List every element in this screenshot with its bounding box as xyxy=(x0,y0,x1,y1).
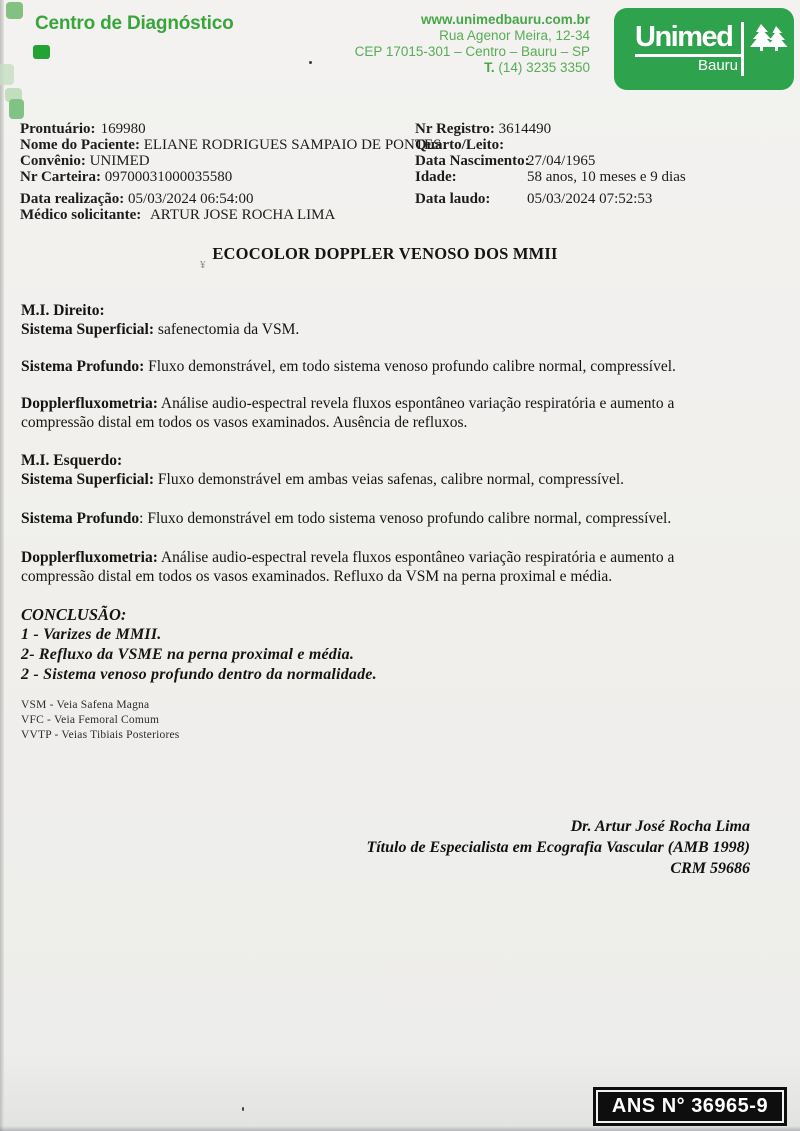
patient-field-realizacao xyxy=(20,191,410,207)
paragraph-superficial-esquerdo xyxy=(21,470,739,489)
abbreviation-vfc: VFC - Veia Femoral Comum xyxy=(21,714,160,726)
patient-field-nascimento xyxy=(415,153,780,169)
scan-artifact-mark: ¥ xyxy=(200,259,206,271)
field-label: Data Nascimento: xyxy=(415,153,530,169)
field-label: Nr Registro: xyxy=(415,121,495,137)
field-label: Quarto/Leito: xyxy=(415,137,505,153)
field-value: 05/03/2024 06:54:00 xyxy=(128,191,254,207)
field-value: 169980 xyxy=(100,121,146,137)
unimed-brand-text: Unimed xyxy=(635,21,733,53)
paragraph-text: safenectomia da VSM. xyxy=(154,321,300,338)
araucaria-pine-icon xyxy=(748,23,788,51)
phone-label: T. xyxy=(484,60,495,75)
report-body xyxy=(21,244,739,743)
paragraph-text: : Fluxo demonstrável em todo sistema venoso profundo calibre normal, compressível. xyxy=(139,510,672,527)
patient-field-carteira xyxy=(20,169,410,185)
report-title: ECOCOLOR DOPPLER VENOSO DOS MMII xyxy=(212,244,558,263)
field-value: ARTUR JOSE ROCHA LIMA xyxy=(149,207,336,223)
field-label: Idade: xyxy=(415,169,457,185)
patient-field-prontuario xyxy=(20,121,410,137)
field-value: 09700031000035580 xyxy=(104,169,233,185)
paragraph-label: Sistema Profundo xyxy=(21,510,140,527)
field-value: 3614490 xyxy=(498,121,552,137)
section-heading-mi-esquerdo: M.I. Esquerdo: xyxy=(21,452,123,469)
paragraph-label: Sistema Superficial: xyxy=(21,471,155,488)
patient-field-idade xyxy=(415,169,780,185)
green-square-decoration xyxy=(0,64,14,85)
paragraph-doppler-esquerdo xyxy=(21,548,739,586)
green-square-decoration xyxy=(6,2,23,19)
paragraph-label: Dopplerfluxometria: xyxy=(21,395,158,412)
conclusion-heading: CONCLUSÃO: xyxy=(21,605,127,624)
logo-vertical-rule xyxy=(741,22,744,76)
field-value: ELIANE RODRIGUES SAMPAIO DE PONTES xyxy=(143,137,442,153)
paragraph-label: Sistema Superficial: xyxy=(21,321,155,338)
scan-edge-shadow xyxy=(0,0,4,1131)
paragraph-label: Dopplerfluxometria: xyxy=(21,549,158,566)
paragraph-text: Fluxo demonstrável em ambas veias safenas, calibre normal, compressível. xyxy=(154,471,625,488)
paragraph-text: Análise audio-espectral revela fluxos espontâneo variação respiratória e aumento a compressão distal em todos os vasos examinados. Ausência de refluxos. xyxy=(21,395,675,431)
scan-speck xyxy=(242,1107,244,1111)
clinic-logo-square xyxy=(33,45,50,59)
ans-badge xyxy=(593,1087,787,1126)
unimed-logo xyxy=(614,8,794,90)
patient-field-nome xyxy=(20,137,442,153)
physician-crm: CRM 59686 xyxy=(670,860,750,877)
phone-number: (14) 3235 3350 xyxy=(494,60,590,75)
abbreviation-vvtp: VVTP - Veias Tibiais Posteriores xyxy=(21,729,180,741)
unimed-city-text: Bauru xyxy=(697,57,738,74)
conclusion-block xyxy=(21,605,739,685)
paragraph-superficial-direito xyxy=(21,320,739,339)
patient-field-laudo xyxy=(415,191,780,207)
field-value: 58 anos, 10 meses e 9 dias xyxy=(527,169,686,185)
patient-field-convenio xyxy=(20,153,410,169)
patient-field-registro xyxy=(415,121,780,137)
paragraph-profundo-esquerdo xyxy=(21,509,739,528)
field-value: 27/04/1965 xyxy=(527,153,596,169)
paragraph-profundo-direito xyxy=(21,357,739,376)
physician-name: Dr. Artur José Rocha Lima xyxy=(570,818,750,835)
abbreviations-block xyxy=(21,698,739,743)
ans-number: ANS N° 36965-9 xyxy=(596,1090,784,1123)
address-line1: Rua Agenor Meira, 12-34 xyxy=(439,28,590,43)
patient-field-quarto xyxy=(415,137,780,153)
patient-info-right-column xyxy=(415,121,780,207)
paragraph-text: Fluxo demonstrável, em todo sistema venoso profundo calibre normal, compressível. xyxy=(144,358,676,375)
field-label: Data laudo: xyxy=(415,191,491,207)
field-label: Nome do Paciente: xyxy=(20,137,140,153)
address-line2: CEP 17015-301 – Centro – Bauru – SP xyxy=(354,44,590,59)
field-label: Nr Carteira: xyxy=(20,169,101,185)
scan-bottom-shadow xyxy=(0,1126,800,1131)
scan-speck xyxy=(309,61,312,64)
field-label: Médico solicitante: xyxy=(20,207,142,223)
paragraph-text: Análise audio-espectral revela fluxos espontâneo variação respiratória e aumento a compressão distal em todos os vasos examinados. Refluxo da VSM na perna proximal e média. xyxy=(21,549,675,585)
field-label: Prontuário: xyxy=(20,121,96,137)
phone-line xyxy=(355,60,590,76)
physician-signature-block xyxy=(366,816,750,879)
section-heading-mi-direito: M.I. Direito: xyxy=(21,302,105,319)
field-value: 05/03/2024 07:52:53 xyxy=(527,191,653,207)
green-square-decoration xyxy=(9,99,24,119)
patient-field-solicitante xyxy=(20,207,410,223)
field-label: Data realização: xyxy=(20,191,125,207)
field-label: Convênio: xyxy=(20,153,86,169)
physician-credentials: Título de Especialista em Ecografia Vascular (AMB 1998) xyxy=(366,839,750,856)
paragraph-label: Sistema Profundo: xyxy=(21,358,145,375)
conclusion-item-2: 2- Refluxo da VSME na perna proximal e média. xyxy=(21,646,355,663)
abbreviation-vsm: VSM - Veia Safena Magna xyxy=(21,699,150,711)
clinic-name: Centro de Diagnóstico xyxy=(35,13,234,34)
paragraph-doppler-direito xyxy=(21,394,739,432)
conclusion-item-1: 1 - Varizes de MMII. xyxy=(21,626,162,643)
contact-block xyxy=(355,12,590,76)
conclusion-item-3: 2 - Sistema venoso profundo dentro da normalidade. xyxy=(21,666,377,683)
field-value: UNIMED xyxy=(89,153,150,169)
website: www.unimedbauru.com.br xyxy=(420,12,590,27)
